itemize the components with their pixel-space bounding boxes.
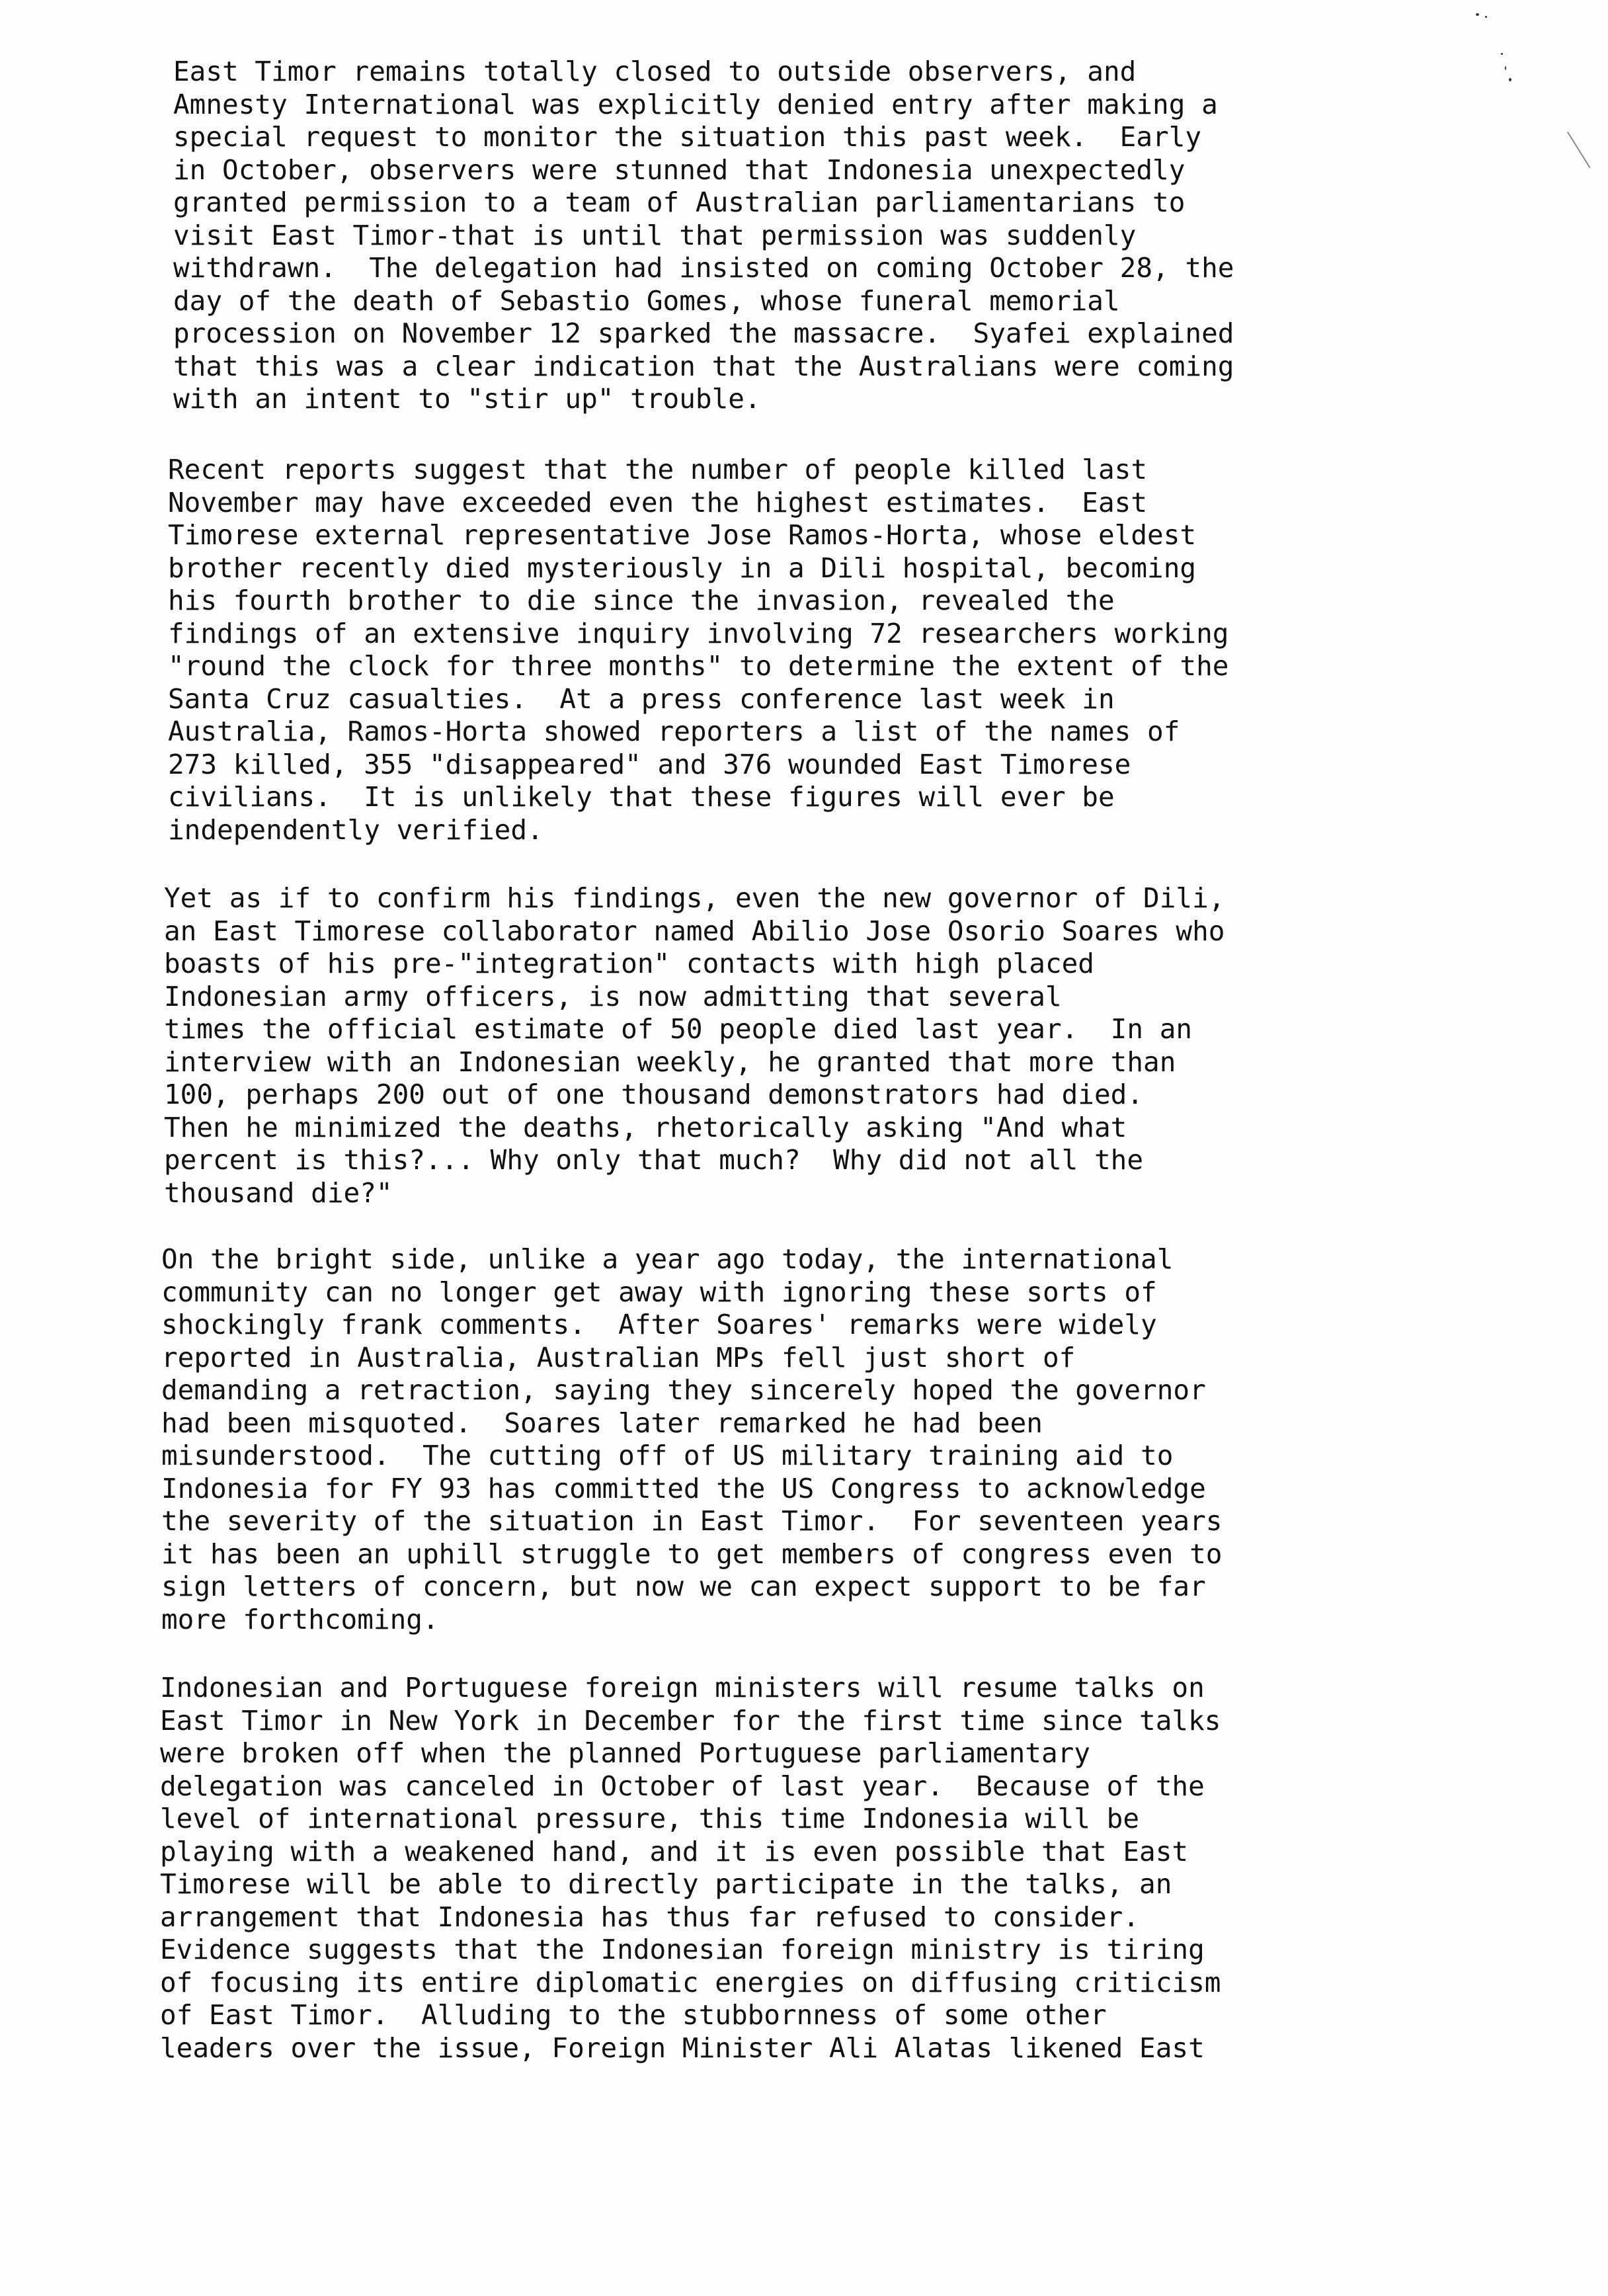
- paragraph-foreign-minister-talks: Indonesian and Portuguese foreign ministers will resume talks on East Timor in New York in December for the first time since talks were broken off when the planned Portuguese parliamentary delegation was canceled in October of last year. Because of the level of international pressure, this time Indonesia will be playing with a weakened hand, and it is even possible that East Timorese will be able to directly participate in the talks, an arrangement that Indonesia has thus far refused to consider. Evidence suggests that the Indonesian foreign ministry is tiring of focusing its entire diplomatic energies on diffusing criticism of East Timor. Alluding to the stubbornness of some other leaders over the issue, Foreign Minister Ali Alatas likened East: [160, 1672, 1221, 2064]
- paragraph-governor-admission: Yet as if to confirm his findings, even the new governor of Dili, an East Timorese collaborator named Abilio Jose Osorio Soares who boasts of his pre-"integration" contacts with high placed Indonesian army officers, is now admitting that several times the official estimate of 50 people died last year. In an interview with an Indonesian weekly, he granted that more than 100, perhaps 200 out of one thousand demonstrators had died. Then he minimized the deaths, rhetorically asking "And what percent is this?... Why only that much? Why did not all the thousand die?": [164, 882, 1225, 1209]
- scan-speck: [1509, 78, 1511, 81]
- scan-speck: [1505, 66, 1506, 70]
- scan-speck: [1476, 13, 1479, 16]
- paragraph-observers-denied: East Timor remains totally closed to outside observers, and Amnesty International was explicitly denied entry after making a special request to monitor the situation this past week. Early in October, observers were stunned that Indonesia unexpectedly granted permission to a team of Australian parliamentarians to visit East Timor-that is until that permission was suddenly withdrawn. The delegation had insisted on coming October 28, the day of the death of Sebastio Gomes, whose funeral memorial procession on November 12 sparked the massacre. Syafei explained that this was a clear indication that the Australians were coming with an intent to "stir up" trouble.: [173, 56, 1234, 415]
- paragraph-international-response: On the bright side, unlike a year ago today, the international community can no longer get away with ignoring these sorts of shockingly frank comments. After Soares' remarks were widely reported in Australia, Australian MPs fell just short of demanding a retraction, saying they sincerely hoped the governor had been misquoted. Soares later remarked he had been misunderstood. The cutting off of US military training aid to Indonesia for FY 93 has committed the US Congress to acknowledge the severity of the situation in East Timor. For seventeen years it has been an uphill struggle to get members of congress even to sign letters of concern, but now we can expect support to be far more forthcoming.: [161, 1243, 1223, 1635]
- paragraph-casualty-reports: Recent reports suggest that the number of people killed last November may have exceeded even the highest estimates. East Timorese external representative Jose Ramos-Horta, whose eldest brother recently died mysteriously in a Dili hospital, becoming his fourth brother to die since the invasion, revealed the findings of an extensive inquiry involving 72 researchers working "round the clock for three months" to determine the extent of the Santa Cruz casualties. At a press conference last week in Australia, Ramos-Horta showed reporters a list of the names of 273 killed, 355 "disappeared" and 376 wounded East Timorese civilians. It is unlikely that these figures will ever be independently verified.: [168, 454, 1229, 846]
- scan-scratch: [1567, 132, 1591, 168]
- scan-speck: [1485, 16, 1487, 18]
- scan-speck: [1501, 53, 1503, 55]
